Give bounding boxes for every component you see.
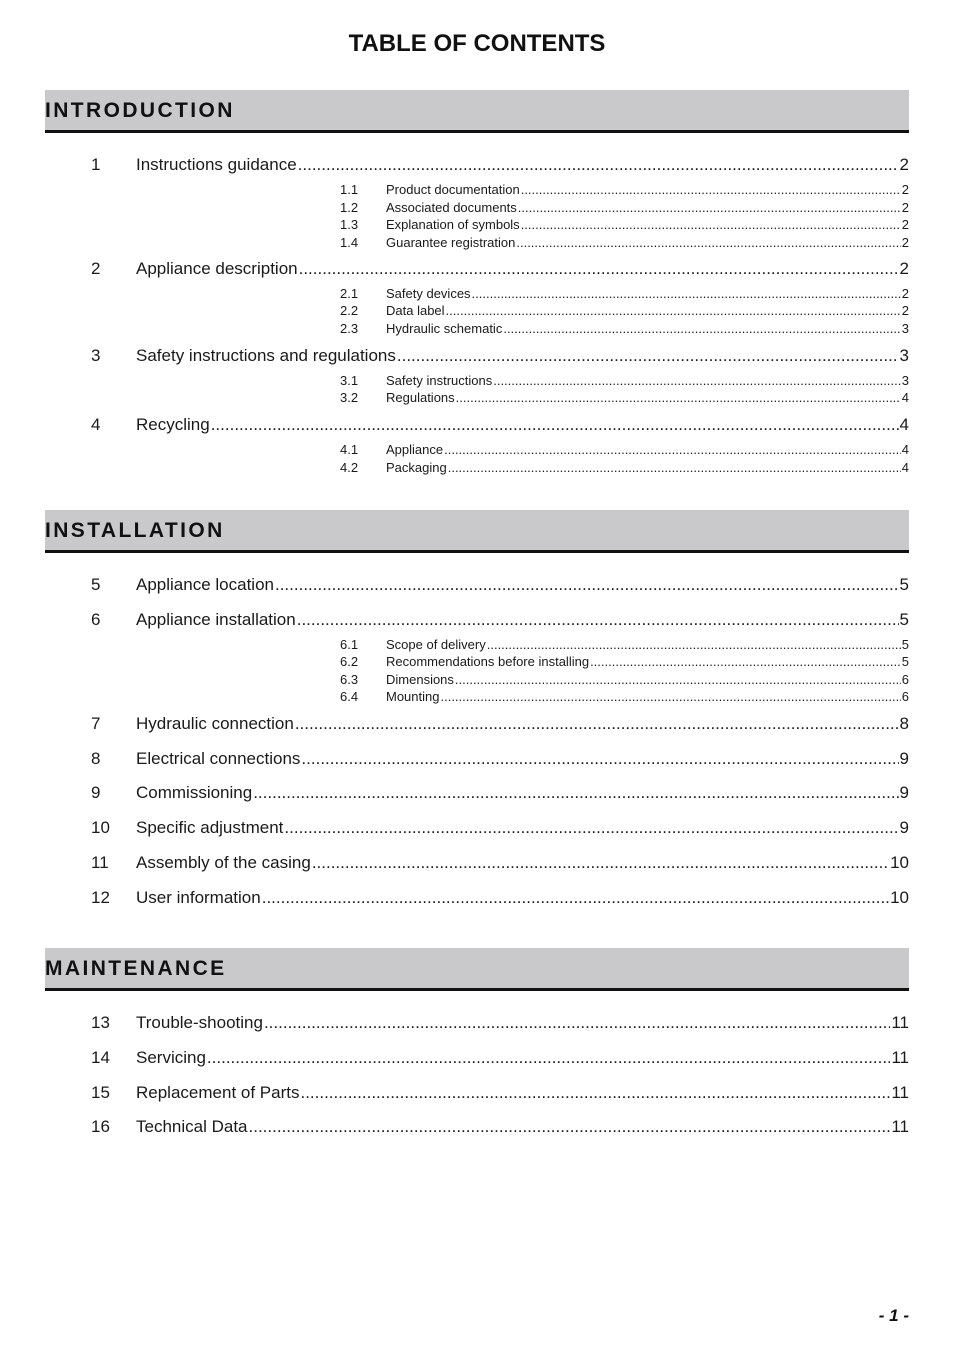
toc-label: Specific adjustment [136, 818, 284, 837]
toc-number: 15 [91, 1083, 110, 1102]
toc-number: 9 [91, 783, 101, 802]
toc-number: 2.3 [340, 321, 359, 336]
toc-label: Recycling [136, 415, 210, 434]
dot-leader [440, 689, 900, 704]
toc-label: Appliance location [136, 575, 274, 594]
toc-number: 1.1 [340, 182, 359, 197]
toc-entry-3[interactable] [0, 346, 909, 370]
toc-entry-7[interactable] [0, 714, 909, 738]
toc-label: Safety devices [386, 286, 471, 301]
toc-number: 2.2 [340, 303, 359, 318]
dot-leader [249, 1117, 891, 1137]
toc-entry-15[interactable] [0, 1083, 909, 1107]
dot-leader [397, 346, 899, 366]
toc-label: Trouble-shooting [136, 1013, 263, 1032]
dot-leader [456, 390, 901, 405]
toc-page: 9 [899, 818, 909, 837]
toc-page: 11 [891, 1117, 909, 1136]
dot-leader [493, 373, 901, 388]
toc-entry-4[interactable] [0, 415, 909, 439]
toc-page: 10 [890, 853, 909, 872]
toc-entry-10[interactable] [0, 818, 909, 842]
toc-number: 8 [91, 749, 101, 768]
toc-page: 10 [890, 888, 909, 907]
toc-number: 6.1 [340, 637, 359, 652]
toc-page: 2 [899, 155, 909, 174]
toc-label: Recommendations before installing [386, 654, 590, 669]
toc-number: 3 [91, 346, 101, 365]
toc-page: 6 [901, 689, 909, 704]
toc-number: 11 [91, 853, 109, 872]
toc-label: Servicing [136, 1048, 206, 1067]
dot-leader [301, 749, 898, 769]
toc-page: 2 [901, 217, 909, 232]
toc-number: 4 [91, 415, 101, 434]
section-heading: INTRODUCTION [45, 99, 235, 122]
toc-number: 4.2 [340, 460, 359, 475]
toc-number: 12 [91, 888, 110, 907]
toc-number: 1.2 [340, 200, 359, 215]
toc-label: Appliance [386, 442, 444, 457]
toc-label: Replacement of Parts [136, 1083, 300, 1102]
toc-entry-1-4[interactable] [0, 235, 909, 259]
toc-entry-2[interactable] [0, 259, 909, 283]
dot-leader [521, 217, 901, 232]
toc-page: 3 [901, 321, 909, 336]
toc-label: Commissioning [136, 783, 253, 802]
toc-entry-16[interactable] [0, 1117, 909, 1141]
toc-number: 2.1 [340, 286, 359, 301]
toc-page: 2 [901, 286, 909, 301]
toc-number: 10 [91, 818, 110, 837]
toc-page: 3 [901, 373, 909, 388]
toc-page: 2 [901, 235, 909, 250]
dot-leader [446, 303, 901, 318]
toc-entry-3-2[interactable] [0, 390, 909, 414]
dot-leader [487, 637, 901, 652]
dot-leader [444, 442, 901, 457]
toc-label: Mounting [386, 689, 440, 704]
dot-leader [295, 714, 899, 734]
dot-leader [516, 235, 900, 250]
toc-label: Dimensions [386, 672, 454, 687]
dot-leader [211, 415, 899, 435]
section-heading: MAINTENANCE [45, 957, 227, 980]
toc-number: 7 [91, 714, 101, 733]
toc-label: Assembly of the casing [136, 853, 311, 872]
toc-label: Technical Data [136, 1117, 248, 1136]
toc-page: 11 [891, 1048, 909, 1067]
toc-page: 2 [901, 303, 909, 318]
toc-number: 5 [91, 575, 101, 594]
toc-page: 8 [899, 714, 909, 733]
toc-number: 3.1 [340, 373, 359, 388]
toc-entry-5[interactable] [0, 575, 909, 599]
toc-number: 1.3 [340, 217, 359, 232]
toc-label: Instructions guidance [136, 155, 297, 174]
dot-leader [262, 888, 889, 908]
dot-leader [253, 783, 898, 803]
section-header-maintenance [45, 948, 909, 991]
toc-entry-2-3[interactable] [0, 321, 909, 345]
toc-page: 5 [901, 637, 909, 652]
dot-leader [207, 1048, 890, 1068]
dot-leader [448, 460, 901, 475]
toc-label: Associated documents [386, 200, 517, 215]
toc-number: 6 [91, 610, 101, 629]
toc-page: 4 [901, 390, 909, 405]
toc-entry-6-4[interactable] [0, 689, 909, 713]
toc-number: 13 [91, 1013, 110, 1032]
page-number: - 1 - [878, 1306, 909, 1325]
toc-page: 5 [901, 654, 909, 669]
toc-number: 3.2 [340, 390, 359, 405]
toc-label: Packaging [386, 460, 447, 475]
toc-page: 11 [891, 1013, 909, 1032]
dot-leader [264, 1013, 890, 1033]
dot-leader [299, 259, 899, 279]
toc-label: Data label [386, 303, 445, 318]
toc-number: 1.4 [340, 235, 359, 250]
dot-leader [300, 1083, 890, 1103]
toc-label: Scope of delivery [386, 637, 486, 652]
toc-page: 3 [899, 346, 909, 365]
toc-entry-13[interactable] [0, 1013, 909, 1037]
toc-page: 6 [901, 672, 909, 687]
toc-page: 2 [901, 200, 909, 215]
toc-page: 5 [899, 575, 909, 594]
toc-number: 1 [91, 155, 101, 174]
toc-number: 4.1 [340, 442, 359, 457]
toc-label: Product documentation [386, 182, 520, 197]
toc-page: 4 [901, 460, 909, 475]
toc-entry-11[interactable] [0, 853, 909, 877]
section-header-installation [45, 510, 909, 553]
section-header-introduction [45, 90, 909, 133]
toc-page: 9 [899, 783, 909, 802]
dot-leader [455, 672, 901, 687]
toc-entry-14[interactable] [0, 1048, 909, 1072]
toc-number: 6.4 [340, 689, 359, 704]
section-heading: INSTALLATION [45, 519, 225, 542]
toc-entry-8[interactable] [0, 749, 909, 773]
dot-leader [472, 286, 901, 301]
dot-leader [275, 575, 899, 595]
toc-number: 16 [91, 1117, 110, 1136]
toc-page: 5 [899, 610, 909, 629]
toc-page: 9 [899, 749, 909, 768]
toc-label: Regulations [386, 390, 455, 405]
toc-page: 2 [901, 182, 909, 197]
toc-label: Safety instructions [386, 373, 493, 388]
page-title: TABLE OF CONTENTS [348, 30, 606, 57]
toc-entry-9[interactable] [0, 783, 909, 807]
toc-page: 4 [899, 415, 909, 434]
dot-leader [298, 155, 899, 175]
dot-leader [518, 200, 901, 215]
dot-leader [284, 818, 898, 838]
toc-label: Appliance description [136, 259, 298, 278]
toc-entry-4-2[interactable] [0, 460, 909, 484]
toc-number: 6.3 [340, 672, 359, 687]
toc-label: Electrical connections [136, 749, 301, 768]
toc-label: Guarantee registration [386, 235, 516, 250]
toc-label: Hydraulic connection [136, 714, 294, 733]
toc-page: 11 [891, 1083, 909, 1102]
toc-entry-12[interactable] [0, 888, 909, 912]
dot-leader [312, 853, 889, 873]
toc-entry-1[interactable] [0, 155, 909, 179]
dot-leader [590, 654, 901, 669]
toc-page: 2 [899, 259, 909, 278]
dot-leader [521, 182, 901, 197]
toc-page: 4 [901, 442, 909, 457]
toc-number: 14 [91, 1048, 110, 1067]
dot-leader [503, 321, 900, 336]
toc-number: 2 [91, 259, 101, 278]
toc-number: 6.2 [340, 654, 359, 669]
toc-label: Explanation of symbols [386, 217, 520, 232]
dot-leader [297, 610, 899, 630]
toc-label: Hydraulic schematic [386, 321, 503, 336]
toc-entry-6[interactable] [0, 610, 909, 634]
toc-label: User information [136, 888, 261, 907]
toc-label: Safety instructions and regulations [136, 346, 396, 365]
toc-label: Appliance installation [136, 610, 296, 629]
